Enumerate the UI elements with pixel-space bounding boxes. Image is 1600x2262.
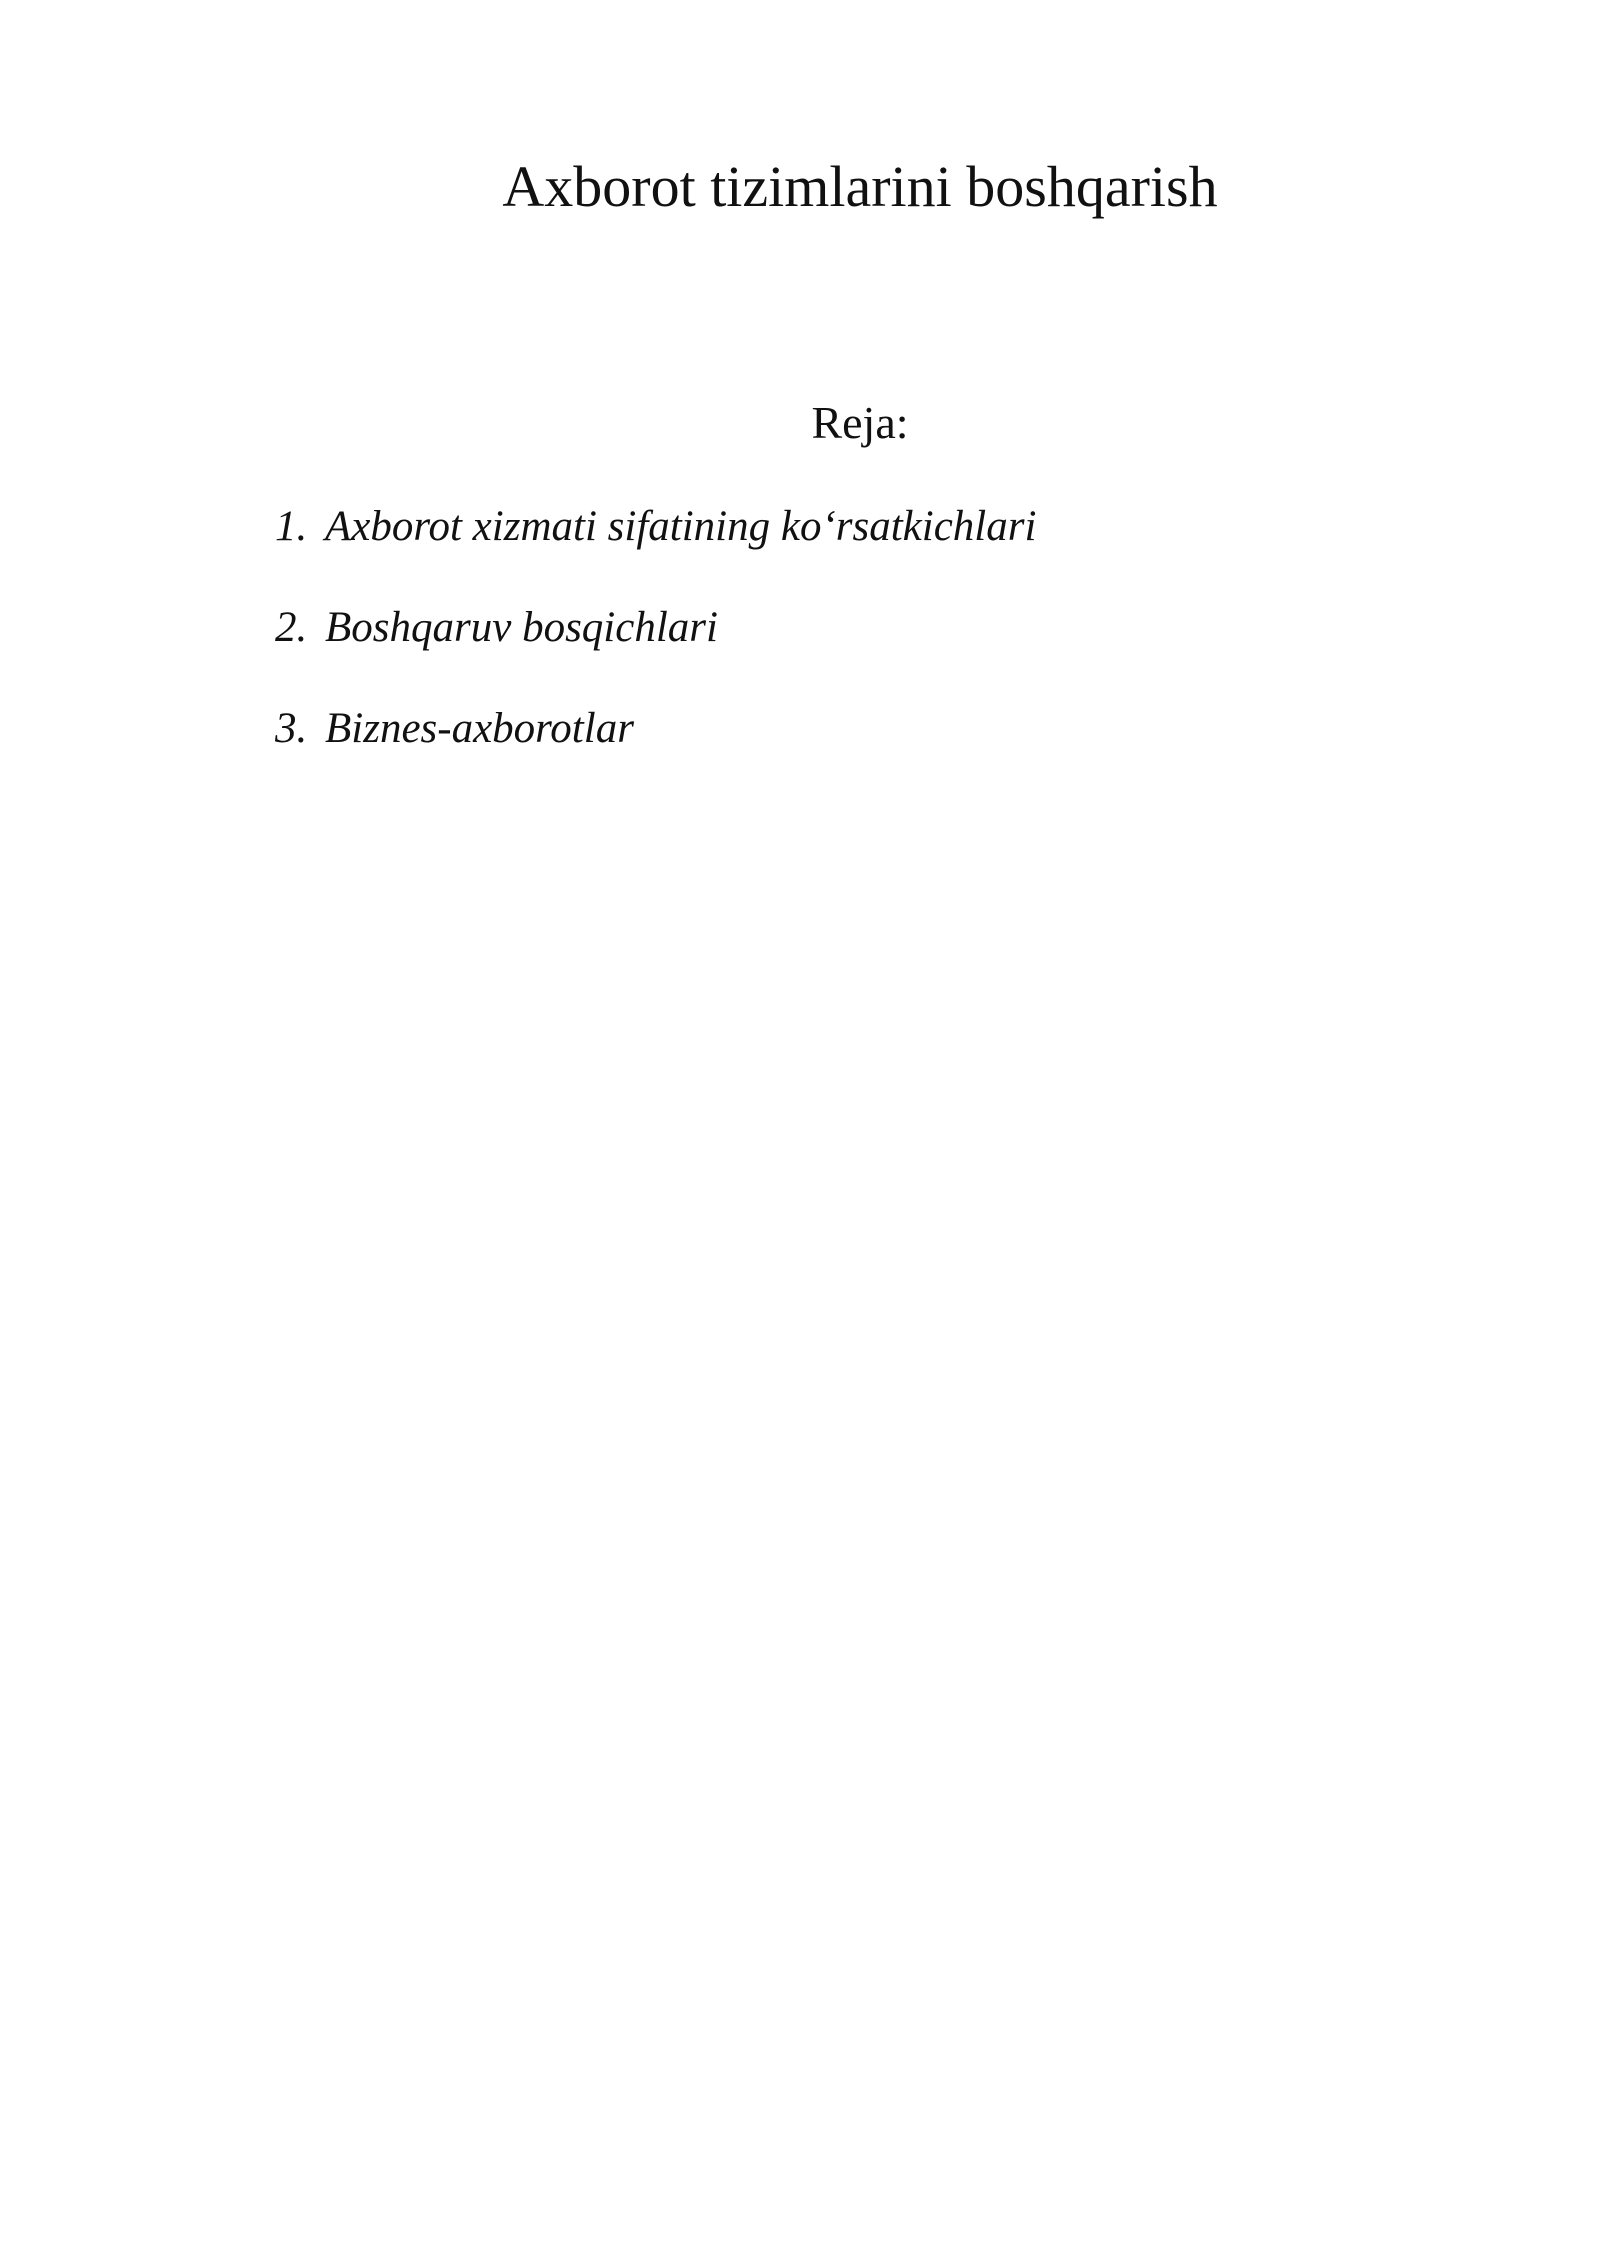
plan-item-number: 1. <box>275 503 308 550</box>
plan-item-text: Biznes-axborotlar <box>325 705 634 752</box>
plan-heading: Reja: <box>811 397 909 448</box>
plan-item <box>275 701 1036 802</box>
plan-list <box>275 499 1036 802</box>
plan-item-number: 2. <box>275 604 308 651</box>
document-title: Axborot tizimlarini boshqarish <box>502 154 1218 219</box>
plan-item <box>275 600 1036 701</box>
plan-item <box>275 499 1036 600</box>
plan-item-text: Boshqaruv bosqichlari <box>325 604 718 651</box>
plan-item-text: Axborot xizmati sifatining ko‘rsatkichlari <box>325 503 1037 550</box>
plan-item-number: 3. <box>275 705 308 752</box>
